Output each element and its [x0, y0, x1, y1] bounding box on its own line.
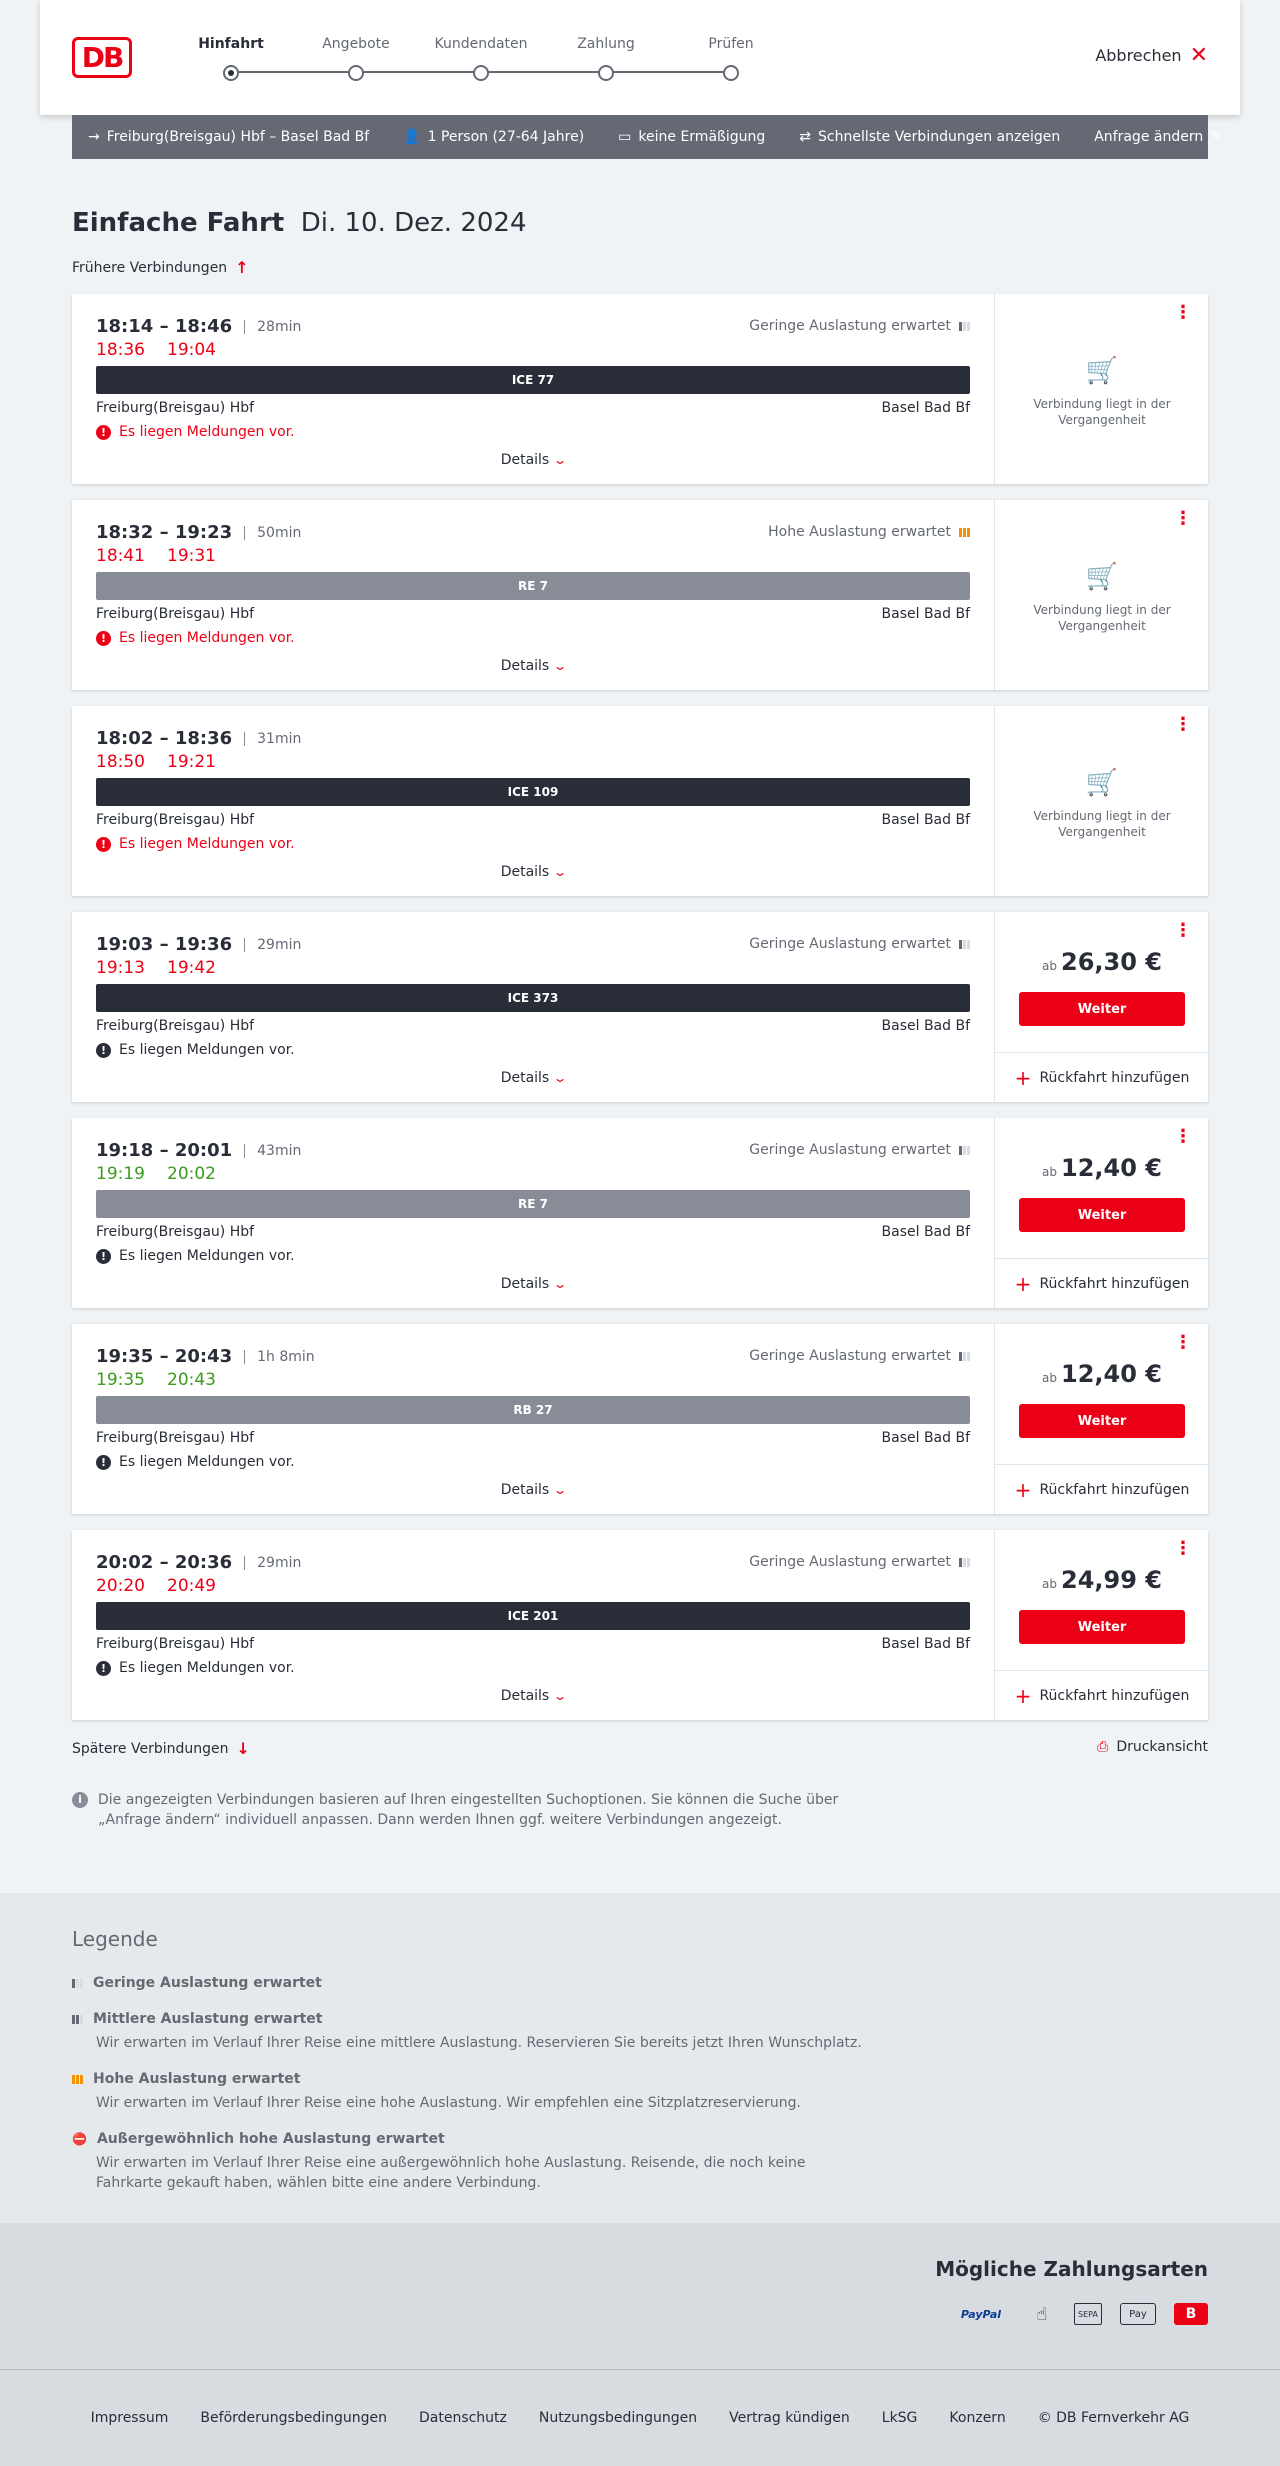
- earlier-connections-link[interactable]: [72, 258, 249, 277]
- legend-item-mid: [72, 2011, 872, 2053]
- details-label: Details: [500, 864, 550, 880]
- connection-info[interactable]: [72, 706, 994, 896]
- duration: 29min: [257, 936, 302, 953]
- earlier-label: Frühere Verbindungen: [72, 259, 228, 276]
- person-icon: 👤: [403, 129, 421, 145]
- contactless-icon: ☝: [1036, 2303, 1048, 2325]
- more-options-icon[interactable]: ⋮: [1174, 1538, 1192, 1559]
- past-connection-note: [995, 768, 1209, 840]
- option-label: Schnellste Verbindungen anzeigen: [818, 129, 1061, 145]
- footer-link[interactable]: Datenschutz: [418, 2410, 507, 2426]
- alert-icon: !: [96, 1455, 111, 1470]
- legend-title: Legende: [72, 1927, 158, 1951]
- train-bar: ICE 77: [96, 366, 970, 394]
- payment-icons: [952, 2303, 1208, 2325]
- plus-icon: +: [1014, 1477, 1032, 1502]
- planned-times: 18:32 – 19:23: [96, 522, 233, 543]
- realtime-departure: 19:13: [96, 958, 145, 978]
- planned-times: 20:02 – 20:36: [96, 1552, 233, 1573]
- alert-icon: !: [96, 1661, 111, 1676]
- connection-card: [72, 912, 1208, 1102]
- past-connection-note: [995, 356, 1209, 428]
- chevron-down-icon: ⌄: [552, 659, 568, 673]
- mid-load-icon: [72, 2015, 83, 2024]
- price-value: 26,30 €: [1061, 948, 1162, 976]
- connection-times: [96, 728, 301, 749]
- to-station: Basel Bad Bf: [881, 1636, 970, 1652]
- load-indicator: [749, 1348, 970, 1364]
- legend-item-title: Hohe Auslastung erwartet: [93, 2071, 301, 2087]
- plus-icon: +: [1014, 1271, 1032, 1296]
- price-prefix: ab: [1042, 1577, 1057, 1591]
- add-return-button[interactable]: [995, 1258, 1209, 1308]
- duration: 1h 8min: [257, 1348, 315, 1365]
- realtime-arrival: 19:04: [167, 340, 216, 360]
- stations: [96, 400, 970, 416]
- legend-item-title: Geringe Auslastung erwartet: [93, 1975, 322, 1991]
- offer-panel: [994, 500, 1208, 690]
- past-label: Verbindung liegt in der Vergangenheit: [1033, 603, 1171, 633]
- plus-icon: +: [1014, 1065, 1032, 1090]
- planned-times: 18:14 – 18:46: [96, 316, 233, 337]
- duration: 43min: [257, 1142, 302, 1159]
- realtime-times: [96, 1164, 216, 1184]
- details-toggle[interactable]: [72, 1276, 994, 1292]
- load-indicator: [749, 1142, 970, 1158]
- alert-icon: !: [96, 1043, 111, 1058]
- add-return-button[interactable]: [995, 1670, 1209, 1720]
- details-toggle[interactable]: [72, 1688, 994, 1704]
- legend-item-desc: Wir erwarten im Verlauf Ihrer Reise eine mittlere Auslastung. Reservieren Sie bereits jetzt Ihren Wunschplatz.: [96, 2035, 862, 2051]
- legend-item-title: Mittlere Auslastung erwartet: [93, 2011, 323, 2027]
- legend-item-desc: Wir erwarten im Verlauf Ihrer Reise eine hohe Auslastung. Wir empfehlen eine Sitzplatzreservierung.: [96, 2095, 801, 2111]
- connection-card: [72, 706, 1208, 896]
- legend-item-high: [72, 2071, 872, 2113]
- message-text: Es liegen Meldungen vor.: [119, 1042, 295, 1058]
- connection-card: [72, 500, 1208, 690]
- realtime-arrival: 20:49: [167, 1576, 216, 1596]
- connection-card: [72, 1324, 1208, 1514]
- details-label: Details: [500, 452, 550, 468]
- connection-info[interactable]: [72, 1324, 994, 1514]
- connection-info[interactable]: [72, 500, 994, 690]
- load-label: Geringe Auslastung erwartet: [749, 1348, 951, 1364]
- details-label: Details: [500, 658, 550, 674]
- connection-times: [96, 1140, 301, 1161]
- realtime-arrival: 19:31: [167, 546, 216, 566]
- apple-pay-icon: [1120, 2303, 1156, 2325]
- step-dot: [223, 65, 239, 81]
- details-label: Details: [500, 1276, 550, 1292]
- from-station: Freiburg(Breisgau) Hbf: [96, 1018, 255, 1034]
- planned-times: 19:03 – 19:36: [96, 934, 233, 955]
- legend-item-desc: Wir erwarten im Verlauf Ihrer Reise eine außergewöhnlich hohe Auslastung. Reisende, die noch keine Fahrkarte gekauft haben, wählen bitte eine andere Verbindung.: [96, 2155, 806, 2191]
- footer-link[interactable]: Nutzungsbedingungen: [538, 2410, 698, 2426]
- train-bar: ICE 201: [96, 1602, 970, 1630]
- connection-info[interactable]: [72, 1118, 994, 1308]
- edit-label: Anfrage ändern: [1094, 129, 1204, 145]
- add-return-label: Rückfahrt hinzufügen: [1039, 1687, 1190, 1704]
- price: [995, 1154, 1209, 1182]
- more-options-icon[interactable]: ⋮: [1174, 302, 1192, 323]
- connection-card: [72, 1118, 1208, 1308]
- footer-link[interactable]: LkSG: [881, 2410, 918, 2426]
- weiter-button[interactable]: Weiter: [1019, 1198, 1185, 1232]
- step-zahlung: [546, 34, 666, 81]
- realtime-departure: 18:36: [96, 340, 145, 360]
- realtime-times: [96, 752, 216, 772]
- past-label: Verbindung liegt in der Vergangenheit: [1033, 397, 1171, 427]
- extreme-load-icon: ⛔: [72, 2132, 87, 2146]
- stations: [96, 1430, 970, 1446]
- duration: 28min: [257, 318, 302, 335]
- connection-info[interactable]: [72, 912, 994, 1102]
- stations: [96, 1224, 970, 1240]
- duration: 29min: [257, 1554, 302, 1571]
- connection-times: [96, 1552, 301, 1573]
- divider: [244, 320, 245, 334]
- sepa-icon: SEPA: [1074, 2303, 1102, 2325]
- persons-label: 1 Person (27-64 Jahre): [427, 129, 585, 145]
- footer-link[interactable]: Konzern: [949, 2410, 1006, 2426]
- chevron-down-icon: ⌄: [552, 1277, 568, 1291]
- details-label: Details: [500, 1688, 550, 1704]
- add-return-button[interactable]: [995, 1052, 1209, 1102]
- message-text: Es liegen Meldungen vor.: [119, 836, 295, 852]
- low-load-icon: [72, 1979, 83, 1988]
- load-label: Geringe Auslastung erwartet: [749, 1554, 951, 1570]
- train-bar: ICE 373: [96, 984, 970, 1012]
- load-indicator: [749, 318, 970, 334]
- add-return-label: Rückfahrt hinzufügen: [1039, 1481, 1190, 1498]
- weiter-button[interactable]: Weiter: [1019, 992, 1185, 1026]
- realtime-arrival: 19:42: [167, 958, 216, 978]
- paypal-icon: PayPal: [960, 2307, 1002, 2321]
- low-load-icon: [959, 1558, 970, 1567]
- price: [995, 948, 1209, 976]
- message-notice: [96, 836, 295, 852]
- print-view-link[interactable]: [1097, 1739, 1208, 1755]
- realtime-arrival: 20:43: [167, 1370, 216, 1390]
- past-connection-note: [995, 562, 1209, 634]
- step-dot: [473, 65, 489, 81]
- to-station: Basel Bad Bf: [881, 812, 970, 828]
- load-indicator: [749, 936, 970, 952]
- realtime-times: [96, 340, 216, 360]
- price-prefix: ab: [1042, 959, 1057, 973]
- arrow-right-icon: →: [88, 129, 100, 145]
- to-station: Basel Bad Bf: [881, 1018, 970, 1034]
- realtime-departure: 18:41: [96, 546, 145, 566]
- add-return-label: Rückfahrt hinzufügen: [1039, 1275, 1190, 1292]
- discount-summary: [618, 129, 765, 145]
- realtime-departure: 20:20: [96, 1576, 145, 1596]
- realtime-departure: 18:50: [96, 752, 145, 772]
- chevron-down-icon: ⌄: [552, 1483, 568, 1497]
- printer-icon: ⎙: [1097, 1739, 1109, 1755]
- swap-icon: ⇄: [799, 129, 811, 145]
- offer-panel: [994, 912, 1208, 1102]
- divider: [244, 1144, 245, 1158]
- print-label: Druckansicht: [1116, 1739, 1208, 1755]
- footer-link[interactable]: Vertrag kündigen: [729, 2410, 850, 2426]
- price-value: 12,40 €: [1061, 1360, 1162, 1388]
- price-prefix: ab: [1042, 1165, 1057, 1179]
- cancel-label: Abbrechen: [1095, 46, 1182, 65]
- header: [40, 0, 1240, 115]
- realtime-times: [96, 546, 216, 566]
- message-notice: [96, 1042, 295, 1058]
- high-load-icon: [959, 528, 970, 537]
- divider: [244, 732, 245, 746]
- option-summary: [799, 129, 1060, 145]
- realtime-times: [96, 1576, 216, 1596]
- step-dot: [723, 65, 739, 81]
- footer-link[interactable]: © DB Fernverkehr AG: [1037, 2410, 1190, 2426]
- footer-link[interactable]: Beförderungsbedingungen: [200, 2410, 387, 2426]
- load-label: Geringe Auslastung erwartet: [749, 1142, 951, 1158]
- from-station: Freiburg(Breisgau) Hbf: [96, 1430, 255, 1446]
- from-station: Freiburg(Breisgau) Hbf: [96, 400, 255, 416]
- divider: [244, 1556, 245, 1570]
- progress-steps: [198, 34, 754, 84]
- realtime-departure: 19:19: [96, 1164, 145, 1184]
- realtime-arrival: 20:02: [167, 1164, 216, 1184]
- train-bar: RE 7: [96, 572, 970, 600]
- arrow-up-icon: ↑: [235, 258, 249, 277]
- close-icon: ✕: [1189, 42, 1208, 68]
- realtime-times: [96, 1370, 216, 1390]
- connection-card: [72, 294, 1208, 484]
- alert-icon: !: [96, 1249, 111, 1264]
- duration: 50min: [257, 524, 302, 541]
- page-title: [72, 208, 526, 238]
- cart-icon: 🛒: [1085, 356, 1119, 386]
- load-indicator: [768, 524, 970, 540]
- details-toggle[interactable]: [72, 658, 994, 674]
- duration: 31min: [257, 730, 302, 747]
- message-notice: [96, 1248, 295, 1264]
- stations: [96, 1636, 970, 1652]
- offer-panel: [994, 706, 1208, 896]
- step-label: Prüfen: [708, 36, 754, 52]
- chevron-down-icon: ⌄: [552, 1689, 568, 1703]
- alert-icon: !: [96, 837, 111, 852]
- stations: [96, 606, 970, 622]
- trip-date: Di. 10. Dez. 2024: [300, 208, 527, 238]
- details-toggle[interactable]: [72, 1482, 994, 1498]
- details-toggle[interactable]: [72, 1070, 994, 1086]
- from-station: Freiburg(Breisgau) Hbf: [96, 1224, 255, 1240]
- step-dot: [348, 65, 364, 81]
- price-value: 24,99 €: [1061, 1566, 1162, 1594]
- cart-icon: 🛒: [1085, 768, 1119, 798]
- offer-panel: [994, 1118, 1208, 1308]
- details-toggle[interactable]: [72, 864, 994, 880]
- step-kundendaten: [421, 34, 541, 81]
- load-indicator: [749, 1554, 970, 1570]
- stations: [96, 1018, 970, 1034]
- edit-request-button[interactable]: [1094, 129, 1222, 145]
- search-summary-bar: [72, 115, 1222, 159]
- legend: [0, 1893, 1280, 2223]
- add-return-label: Rückfahrt hinzufügen: [1039, 1069, 1190, 1086]
- from-station: Freiburg(Breisgau) Hbf: [96, 1636, 255, 1652]
- realtime-departure: 19:35: [96, 1370, 145, 1390]
- message-notice: [96, 1454, 295, 1470]
- trip-type: Einfache Fahrt: [72, 208, 285, 238]
- more-options-icon[interactable]: ⋮: [1174, 1126, 1192, 1147]
- connection-info[interactable]: [72, 294, 994, 484]
- realtime-arrival: 19:21: [167, 752, 216, 772]
- from-station: Freiburg(Breisgau) Hbf: [96, 606, 255, 622]
- train-bar: RE 7: [96, 1190, 970, 1218]
- price: [995, 1360, 1209, 1388]
- route-summary: [88, 129, 369, 145]
- weiter-button[interactable]: Weiter: [1019, 1404, 1185, 1438]
- more-options-icon[interactable]: ⋮: [1174, 508, 1192, 529]
- message-text: Es liegen Meldungen vor.: [119, 630, 295, 646]
- to-station: Basel Bad Bf: [881, 1224, 970, 1240]
- footer: [0, 2369, 1280, 2466]
- legend-item-low: [72, 1975, 872, 1991]
- more-options-icon[interactable]: ⋮: [1174, 920, 1192, 941]
- divider: [244, 526, 245, 540]
- apple-pay-label: Pay: [1129, 2308, 1147, 2320]
- info-icon: i: [72, 1792, 88, 1808]
- to-station: Basel Bad Bf: [881, 400, 970, 416]
- chevron-down-icon: ⌄: [552, 865, 568, 879]
- legend-item-title: Außergewöhnlich hohe Auslastung erwartet: [96, 2131, 445, 2147]
- step-label: Kundendaten: [434, 36, 528, 52]
- to-station: Basel Bad Bf: [881, 606, 970, 622]
- from-station: Freiburg(Breisgau) Hbf: [96, 812, 255, 828]
- later-label: Spätere Verbindungen: [72, 1740, 229, 1757]
- add-return-button[interactable]: [995, 1464, 1209, 1514]
- message-notice: [96, 630, 295, 646]
- price: [995, 1566, 1209, 1594]
- divider: [244, 1350, 245, 1364]
- offer-panel: [994, 1530, 1208, 1720]
- step-label: Zahlung: [577, 36, 635, 52]
- chevron-down-icon: ⌄: [552, 1071, 568, 1085]
- details-toggle[interactable]: [72, 452, 994, 468]
- message-notice: [96, 424, 295, 440]
- load-label: Geringe Auslastung erwartet: [749, 318, 951, 334]
- message-text: Es liegen Meldungen vor.: [119, 424, 295, 440]
- connection-times: [96, 316, 301, 337]
- load-label: Hohe Auslastung erwartet: [768, 524, 951, 540]
- step-angebote: [296, 34, 416, 81]
- load-label: Geringe Auslastung erwartet: [749, 936, 951, 952]
- offer-panel: [994, 294, 1208, 484]
- cancel-button[interactable]: [1095, 42, 1208, 68]
- info-note: [72, 1790, 852, 1830]
- step-hinfahrt[interactable]: [171, 34, 291, 81]
- low-load-icon: [959, 940, 970, 949]
- message-notice: [96, 1660, 295, 1676]
- card-icon: ▭: [618, 129, 632, 145]
- divider: [244, 938, 245, 952]
- train-bar: ICE 109: [96, 778, 970, 806]
- step-dot: [598, 65, 614, 81]
- price-prefix: ab: [1042, 1371, 1057, 1385]
- connection-times: [96, 1346, 315, 1367]
- legend-item-extreme: [72, 2131, 872, 2193]
- message-text: Es liegen Meldungen vor.: [119, 1248, 295, 1264]
- stations: [96, 812, 970, 828]
- high-load-icon: [72, 2075, 83, 2084]
- cart-icon: 🛒: [1085, 562, 1119, 592]
- low-load-icon: [959, 322, 970, 331]
- info-text: Die angezeigten Verbindungen basieren auf Ihren eingestellten Suchoptionen. Sie können die Suche über „Anfrage ändern“ individuell anpassen. Dann werden Ihnen ggf. weitere Verbindungen angezeigt.: [98, 1792, 839, 1828]
- persons-summary: [403, 129, 584, 145]
- low-load-icon: [959, 1146, 970, 1155]
- pencil-icon: ✎: [1210, 129, 1222, 145]
- connection-times: [96, 522, 301, 543]
- planned-times: 19:18 – 20:01: [96, 1140, 233, 1161]
- arrow-down-icon: ↓: [236, 1739, 250, 1758]
- price-value: 12,40 €: [1061, 1154, 1162, 1182]
- connection-info[interactable]: [72, 1530, 994, 1720]
- later-connections-link[interactable]: [72, 1739, 250, 1758]
- alert-icon: !: [96, 425, 111, 440]
- db-logo[interactable]: DB: [72, 37, 132, 78]
- planned-times: 18:02 – 18:36: [96, 728, 233, 749]
- step-pruefen: [671, 34, 791, 81]
- connection-card: [72, 1530, 1208, 1720]
- details-label: Details: [500, 1070, 550, 1086]
- route-label: Freiburg(Breisgau) Hbf – Basel Bad Bf: [106, 129, 370, 145]
- to-station: Basel Bad Bf: [881, 1430, 970, 1446]
- message-text: Es liegen Meldungen vor.: [119, 1660, 295, 1676]
- more-options-icon[interactable]: ⋮: [1174, 1332, 1192, 1353]
- step-label: Angebote: [322, 36, 390, 52]
- footer-links: [0, 2410, 1280, 2426]
- realtime-times: [96, 958, 216, 978]
- chevron-down-icon: ⌄: [552, 453, 568, 467]
- step-label: Hinfahrt: [198, 36, 264, 52]
- footer-link[interactable]: Impressum: [90, 2410, 169, 2426]
- low-load-icon: [959, 1352, 970, 1361]
- past-label: Verbindung liegt in der Vergangenheit: [1033, 809, 1171, 839]
- more-options-icon[interactable]: ⋮: [1174, 714, 1192, 735]
- planned-times: 19:35 – 20:43: [96, 1346, 233, 1367]
- bahn-card-icon: B: [1174, 2303, 1208, 2325]
- plus-icon: +: [1014, 1683, 1032, 1708]
- offer-panel: [994, 1324, 1208, 1514]
- message-text: Es liegen Meldungen vor.: [119, 1454, 295, 1470]
- details-label: Details: [500, 1482, 550, 1498]
- connection-times: [96, 934, 301, 955]
- weiter-button[interactable]: Weiter: [1019, 1610, 1185, 1644]
- payment-title: Mögliche Zahlungsarten: [935, 2257, 1208, 2281]
- discount-label: keine Ermäßigung: [638, 129, 766, 145]
- train-bar: RB 27: [96, 1396, 970, 1424]
- alert-icon: !: [96, 631, 111, 646]
- payment-methods: [0, 2223, 1280, 2369]
